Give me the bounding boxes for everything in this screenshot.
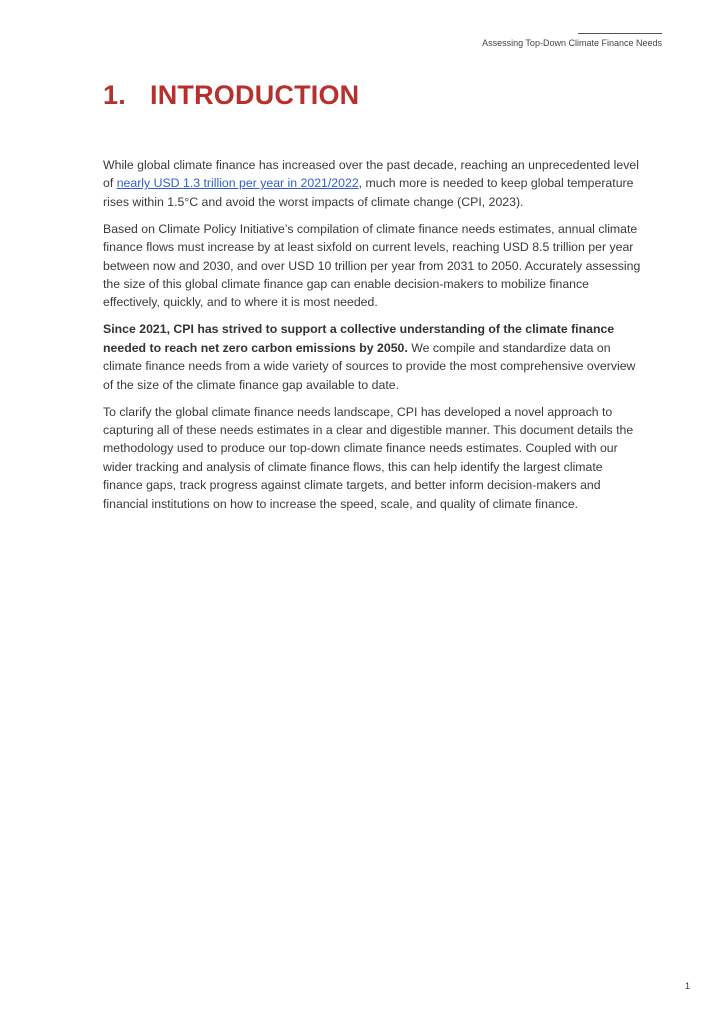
- section-number: 1.: [103, 80, 126, 110]
- running-header: Assessing Top-Down Climate Finance Needs: [482, 38, 662, 48]
- paragraph-1-lead: While global climate finance has increased over the past decade, reaching an unprecedented level of: [103, 158, 639, 191]
- header-rule: [578, 33, 662, 34]
- paragraph-3: [103, 320, 643, 394]
- page-number: 1: [684, 981, 690, 991]
- section-heading: [103, 80, 359, 111]
- paragraph-1: [103, 156, 643, 211]
- paragraph-3-bold: Since 2021, CPI has strived to support a collective understanding of the climate finance needed to reach net zero carbon emissions by 2050.: [103, 322, 615, 355]
- climate-finance-link[interactable]: nearly USD 1.3 trillion per year in 2021/2022: [116, 176, 359, 191]
- paragraph-2: Based on Climate Policy Initiative’s compilation of climate finance needs estimates, annual climate finance flows must increase by at least sixfold on current levels, reaching USD 8.5 trillion per year between now and 2030, and over USD 10 trillion per year from 2031 to 2050. Accurately assessing the size of this global climate finance gap can enable decision-makers to mobilize finance effectively, quickly, and to where it is most needed.: [103, 221, 641, 310]
- paragraph-3-text: We compile and standardize data on climate finance needs from a wide variety of sources to provide the most comprehensive overview of the size of the climate finance gap available to date.: [103, 340, 636, 392]
- paragraph-4: To clarify the global climate finance needs landscape, CPI has developed a novel approach to capturing all of these needs estimates in a clear and digestible manner. This document details the methodology used to produce our top-down climate finance needs estimates. Coupled with our wider tracking and analysis of climate finance flows, this can help identify the largest climate finance gaps, track progress against climate targets, and better inform decision-makers and financial institutions on how to increase the speed, scale, and quality of climate finance.: [103, 404, 634, 511]
- body-text: [103, 156, 643, 522]
- paragraph-1-tail: , much more is needed to keep global temperature rises within 1.5°C and avoid the worst impacts of climate change (CPI, 2023).: [103, 176, 634, 209]
- section-title: INTRODUCTION: [150, 80, 360, 110]
